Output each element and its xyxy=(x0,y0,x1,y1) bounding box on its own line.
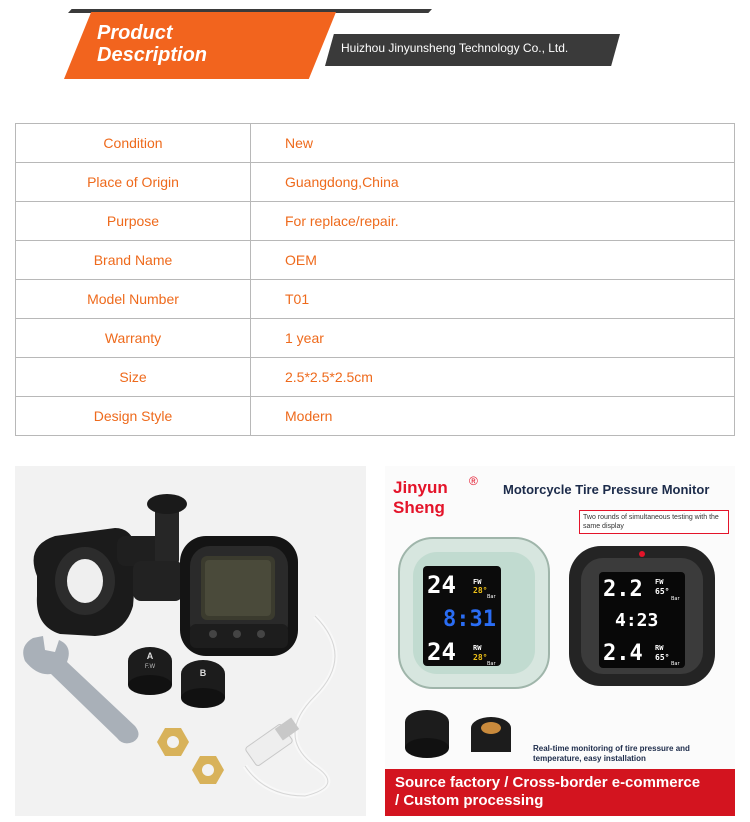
wrench-icon xyxy=(23,636,138,743)
product-photo xyxy=(15,466,366,816)
spec-value: T01 xyxy=(251,280,735,319)
title-line-2: Description xyxy=(97,44,208,66)
spec-value: Modern xyxy=(251,397,735,436)
spec-key: Brand Name xyxy=(16,241,251,280)
table-row xyxy=(16,163,735,202)
right-rear-unit: Bar xyxy=(671,661,680,667)
spec-value: New xyxy=(251,124,735,163)
table-row xyxy=(16,241,735,280)
title-line-1: Product xyxy=(97,22,173,44)
spec-key: Condition xyxy=(16,124,251,163)
right-rear-pressure: 2.4 xyxy=(603,641,643,666)
left-rw-label: RW xyxy=(473,644,482,652)
spec-table xyxy=(15,123,735,436)
spec-key: Place of Origin xyxy=(16,163,251,202)
right-fw-label: FW xyxy=(655,578,664,586)
spec-value: 1 year xyxy=(251,319,735,358)
left-front-unit: Bar xyxy=(487,594,496,600)
poster-brand xyxy=(393,478,448,518)
product-kit-illustration xyxy=(15,466,366,816)
header-banner xyxy=(0,0,750,90)
poster-footer-line-2: / Custom processing xyxy=(395,792,544,809)
product-poster xyxy=(385,466,735,816)
poster-valve-cap-icon xyxy=(471,717,511,752)
sensor-a-sublabel: F.W xyxy=(144,664,156,670)
left-fw-label: FW xyxy=(473,578,482,586)
callout-simultaneous-testing: Two rounds of simultaneous testing with the same display xyxy=(579,510,729,534)
spec-value: 2.5*2.5*2.5cm xyxy=(251,358,735,397)
table-row xyxy=(16,202,735,241)
poster-sensor-icon xyxy=(405,710,449,758)
poster-brand-line-2: Sheng xyxy=(393,498,445,517)
table-row xyxy=(16,124,735,163)
spec-key: Model Number xyxy=(16,280,251,319)
poster-brand-line-1: Jinyun xyxy=(393,478,448,497)
right-front-unit: Bar xyxy=(671,596,680,602)
sensor-b-label: B xyxy=(199,668,207,678)
poster-footer-line-1: Source factory / Cross-border e-commerce xyxy=(395,774,701,791)
left-front-temp: 28° xyxy=(473,586,488,595)
hex-nut-icon xyxy=(157,728,224,784)
sensor-a-icon xyxy=(128,647,172,695)
table-row xyxy=(16,397,735,436)
left-rear-temp: 28° xyxy=(473,653,488,662)
sensor-a-label: A xyxy=(146,651,154,661)
spec-key: Size xyxy=(16,358,251,397)
tpms-display-unit-icon xyxy=(180,536,298,656)
right-clock: 4:23 xyxy=(615,610,659,631)
spec-value: Guangdong,China xyxy=(251,163,735,202)
company-name: Huizhou Jinyunsheng Technology Co., Ltd. xyxy=(341,41,569,55)
left-rear-pressure: 24 xyxy=(427,638,456,666)
handlebar-mount-icon xyxy=(34,494,187,636)
left-front-pressure: 24 xyxy=(427,571,456,599)
right-front-pressure: 2.2 xyxy=(603,577,643,602)
callout-real-time-monitoring: Real-time monitoring of tire pressure and temperature, easy installation xyxy=(533,744,690,763)
sensor-b-icon xyxy=(181,660,225,708)
page-title xyxy=(97,22,207,66)
left-rear-unit: Bar xyxy=(487,661,496,667)
right-rear-temp: 65° xyxy=(655,653,670,662)
spec-key: Warranty xyxy=(16,319,251,358)
table-row xyxy=(16,358,735,397)
table-row xyxy=(16,280,735,319)
spec-value: OEM xyxy=(251,241,735,280)
tpms-dark-device-icon xyxy=(569,546,715,686)
registered-mark: ® xyxy=(469,474,478,488)
spec-key: Purpose xyxy=(16,202,251,241)
spec-key: Design Style xyxy=(16,397,251,436)
right-rw-label: RW xyxy=(655,644,664,652)
tpms-clear-device-icon xyxy=(399,538,549,688)
left-clock: 8:31 xyxy=(443,607,496,632)
poster-title: Motorcycle Tire Pressure Monitor xyxy=(503,482,710,497)
table-row xyxy=(16,319,735,358)
spec-value: For replace/repair. xyxy=(251,202,735,241)
right-front-temp: 65° xyxy=(655,587,670,596)
poster-footer-text xyxy=(395,774,731,810)
